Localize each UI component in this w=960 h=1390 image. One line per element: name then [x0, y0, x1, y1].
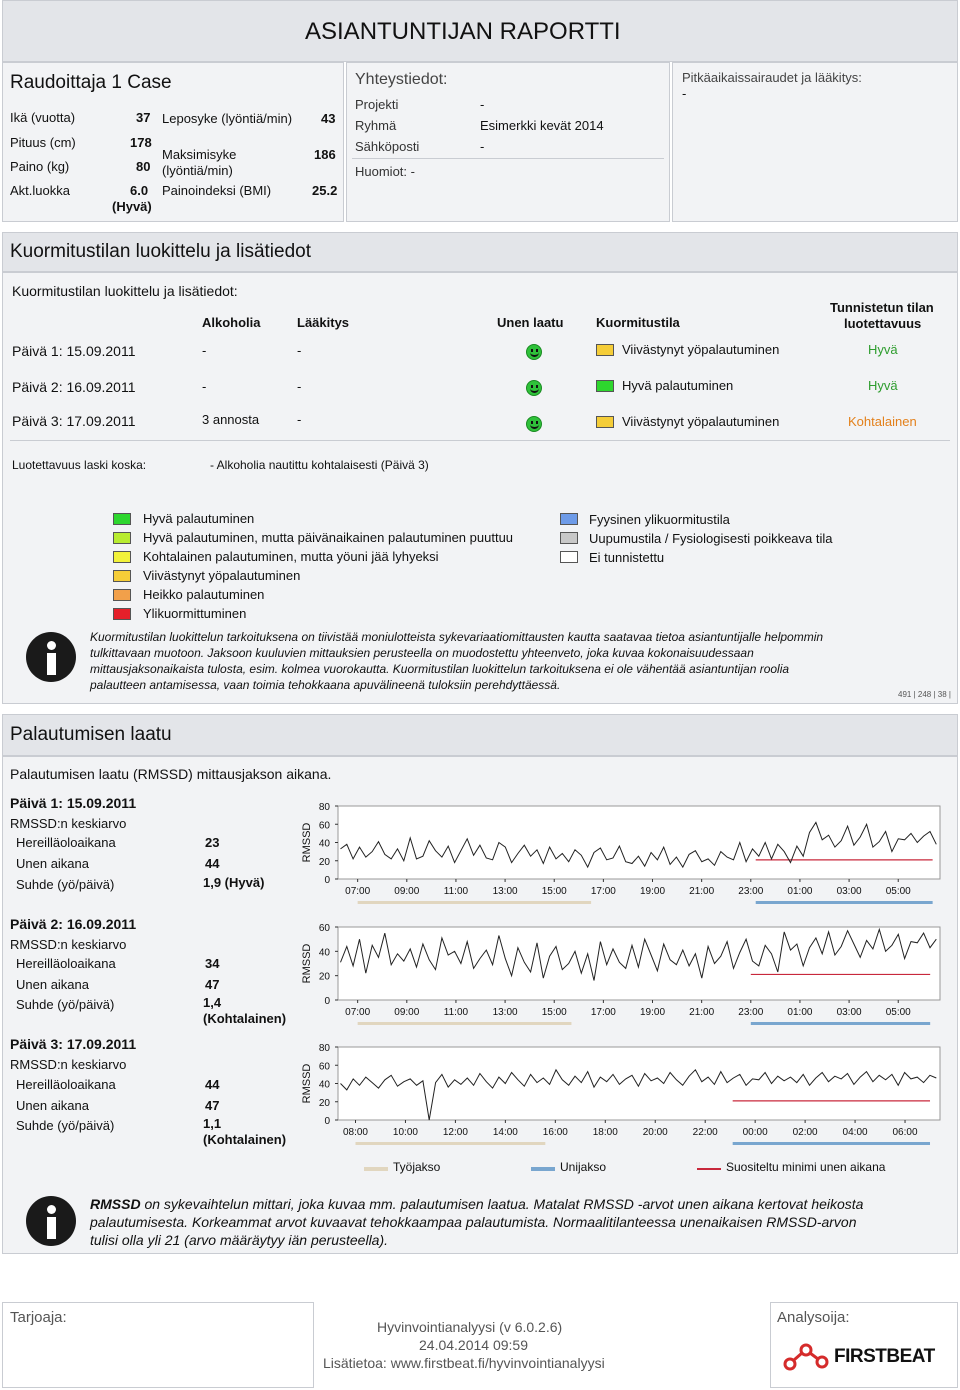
legend-sleep-label: Unijakso	[560, 1160, 607, 1174]
legend-work-label: Työjakso	[393, 1160, 441, 1174]
col-reliability: Tunnistetun tilan	[830, 300, 934, 315]
legend-label-moderate: Kohtalainen palautuminen, mutta yöuni jää lyhyeksi	[143, 549, 439, 564]
x-tick-label: 21:00	[689, 1007, 715, 1018]
x-tick-label: 01:00	[787, 1007, 813, 1018]
y-tick-label: 20	[318, 971, 330, 983]
rmssd-chart-day-3	[290, 1037, 950, 1153]
day-1-sleep-value: 44	[205, 856, 220, 871]
activity-rating: (Hyvä)	[112, 199, 152, 214]
stress-row-1-state: Viivästynyt yöpalautuminen	[622, 342, 780, 357]
smiley-good-icon	[526, 344, 542, 360]
x-tick-label: 19:00	[639, 886, 666, 897]
x-tick-label: 05:00	[885, 886, 911, 897]
y-tick-label: 60	[318, 923, 330, 934]
rmssd-note-line-1	[90, 1196, 863, 1212]
legend-swatch-weak	[113, 589, 131, 601]
x-tick-label: 22:00	[692, 1127, 718, 1138]
sleep-period-bar	[751, 1022, 930, 1025]
chronic-value: -	[682, 86, 687, 101]
x-tick-label: 11:00	[443, 886, 469, 897]
legend-swatch-good	[113, 513, 131, 525]
stress-row-3-reliability: Kohtalainen	[848, 414, 917, 429]
notes-text: Huomiot: -	[355, 164, 415, 179]
x-tick-label: 17:00	[590, 886, 616, 897]
day-2-ratio-rating: (Kohtalainen)	[203, 1011, 287, 1026]
x-tick-label: 01:00	[787, 886, 813, 897]
legend-work-line	[364, 1167, 388, 1171]
rest-hr-label: Leposyke (lyöntiä/min)	[162, 111, 293, 126]
x-tick-label: 16:00	[542, 1127, 568, 1138]
x-tick-label: 06:00	[892, 1127, 918, 1138]
day-2-title: Päivä 2: 16.09.2011	[10, 916, 137, 932]
stress-row-3-alcohol: 3 annosta	[202, 412, 260, 427]
email-label: Sähköposti	[355, 139, 420, 154]
day-1-rmssd-label: RMSSD:n keskiarvo	[10, 816, 127, 831]
project-value: -	[480, 97, 485, 112]
info-text-line-2: tulkittavaan muotoon. Jaksoon kuuluvien mittauksien perusteella on muodostettu yhteenveto, joka kuvaa kokonaisuudessaan	[90, 646, 754, 660]
x-tick-label: 10:00	[392, 1127, 418, 1138]
legend-label-overload: Ylikuormittuminen	[143, 606, 247, 621]
x-tick-label: 19:00	[639, 1007, 666, 1018]
firstbeat-logo-icon	[782, 1338, 830, 1374]
legend-sleep-line	[531, 1167, 555, 1171]
reduced-reason: - Alkoholia nautittu kohtalaisesti (Päivä 3)	[210, 458, 429, 472]
stress-section-title: Kuormitustilan luokittelu ja lisätiedot	[10, 241, 311, 262]
x-tick-label: 09:00	[394, 1007, 420, 1018]
stress-row-1-alcohol: -	[202, 343, 207, 358]
y-tick-label: 0	[324, 875, 330, 886]
x-tick-label: 05:00	[885, 1007, 911, 1018]
smiley-good-icon	[526, 380, 542, 396]
activity-label: Akt.luokka	[10, 183, 70, 198]
day-1-awake-value: 23	[205, 835, 220, 850]
max-hr-value: 186	[314, 147, 336, 162]
legend-min-line	[697, 1168, 721, 1170]
col-state: Kuormitustila	[596, 315, 680, 330]
firstbeat-wordmark: FIRSTBEAT	[834, 1346, 935, 1367]
x-tick-label: 17:00	[590, 1007, 616, 1018]
age-value: 37	[136, 110, 151, 125]
reduced-label: Luotettavuus laski koska:	[12, 458, 147, 472]
activity-value: 6.0	[130, 183, 149, 198]
rmssd-chart-day-2	[290, 917, 950, 1033]
rest-hr-value: 43	[321, 111, 336, 126]
stress-row-2-reliability: Hyvä	[868, 378, 898, 393]
x-tick-label: 09:00	[394, 886, 420, 897]
day-3-sleep-value: 47	[205, 1098, 220, 1113]
info-icon	[26, 1196, 76, 1246]
day-1-awake-label: Hereilläoloaikana	[16, 835, 116, 850]
legend-label-weak: Heikko palautuminen	[143, 587, 265, 602]
legend-label-unidentified: Ei tunnistettu	[589, 550, 665, 565]
stress-row-2-alcohol: -	[202, 379, 207, 394]
y-tick-label: 20	[318, 1097, 330, 1109]
product-version: Hyvinvointianalyysi (v 6.0.2.6)	[377, 1319, 563, 1335]
legend-swatch-exhaustion	[560, 532, 578, 544]
stress-row-2-medication: -	[297, 379, 302, 394]
legend-swatch-good-nodaytime	[113, 532, 131, 544]
stress-row-1-day: Päivä 1: 15.09.2011	[12, 343, 136, 359]
day-1-ratio-label: Suhde (yö/päivä)	[16, 877, 115, 892]
report-code: 491 | 248 | 38 |	[898, 690, 951, 699]
offerer-label: Tarjoaja:	[10, 1309, 67, 1326]
work-period-bar	[358, 901, 591, 904]
info-text-line-4: palautteen antamisessa, vaan toimia tehokkaana apuvälineenä tuloksiin perehdyttäessä.	[90, 678, 561, 692]
age-label: Ikä (vuotta)	[10, 110, 76, 125]
contact-title: Yhteystiedot:	[355, 71, 448, 88]
analyzer-label: Analysoija:	[777, 1309, 850, 1326]
day-3-ratio-label: Suhde (yö/päivä)	[16, 1118, 115, 1133]
stress-row-3-medication: -	[297, 412, 302, 427]
y-axis-label: RMSSD	[301, 1063, 313, 1104]
day-1-sleep-label: Unen aikana	[16, 856, 89, 871]
work-period-bar	[358, 1022, 572, 1025]
recovery-section-title: Palautumisen laatu	[10, 724, 172, 745]
legend-label-good-nodaytime: Hyvä palautuminen, mutta päivänaikainen palautuminen puuttuu	[143, 530, 514, 545]
legend-swatch-physical	[560, 513, 578, 525]
bmi-value: 25.2	[312, 183, 338, 198]
day-2-rmssd-label: RMSSD:n keskiarvo	[10, 937, 127, 952]
y-tick-label: 0	[324, 996, 330, 1007]
y-tick-label: 0	[324, 1116, 330, 1127]
stress-row-3-swatch	[596, 416, 614, 428]
y-axis-label: RMSSD	[301, 943, 313, 984]
y-tick-label: 40	[318, 838, 330, 850]
group-label: Ryhmä	[355, 118, 397, 133]
day-1-title: Päivä 1: 15.09.2011	[10, 795, 137, 811]
x-tick-label: 13:00	[492, 1007, 518, 1018]
y-tick-label: 60	[318, 1061, 330, 1073]
y-axis-label: RMSSD	[301, 822, 313, 863]
day-2-awake-value: 34	[205, 956, 220, 971]
x-tick-label: 23:00	[738, 886, 764, 897]
stress-row-3-day: Päivä 3: 17.09.2011	[12, 413, 136, 429]
x-tick-label: 18:00	[592, 1127, 618, 1138]
day-3-ratio-value: 1,1	[203, 1116, 222, 1131]
max-hr-label-unit: (lyöntiä/min)	[162, 163, 233, 178]
day-2-ratio-value: 1,4	[203, 995, 222, 1010]
contact-divider	[352, 158, 664, 159]
x-tick-label: 07:00	[345, 886, 371, 897]
rmssd-note-bold: RMSSD	[90, 1196, 141, 1212]
col-sleep: Unen laatu	[497, 315, 564, 330]
stress-row-3-state: Viivästynyt yöpalautuminen	[622, 414, 780, 429]
x-tick-label: 03:00	[836, 1007, 862, 1018]
rmssd-note-line-1-text: on sykevaihtelun mittari, joka kuvaa mm. palautumisen laatua. Matalat RMSSD -arvot unen aikana kertovat heikosta	[140, 1196, 864, 1212]
x-tick-label: 21:00	[689, 886, 715, 897]
chronic-title: Pitkäaikaissairaudet ja lääkitys:	[682, 70, 862, 85]
x-tick-label: 08:00	[342, 1127, 369, 1138]
y-tick-label: 80	[318, 802, 330, 813]
work-period-bar	[355, 1142, 545, 1145]
info-link[interactable]: Lisätietoa: www.firstbeat.fi/hyvinvointianalyysi	[323, 1355, 605, 1371]
group-value: Esimerkki kevät 2014	[480, 118, 604, 133]
col-reliability-2: luotettavuus	[844, 316, 922, 331]
day-2-awake-label: Hereilläoloaikana	[16, 956, 116, 971]
report-title: ASIANTUNTIJAN RAPORTTI	[305, 18, 621, 45]
day-2-ratio-label: Suhde (yö/päivä)	[16, 997, 115, 1012]
email-value: -	[480, 139, 485, 154]
stress-row-2-day: Päivä 2: 16.09.2011	[12, 379, 136, 395]
day-3-awake-label: Hereilläoloaikana	[16, 1077, 116, 1092]
stress-row-1-swatch	[596, 344, 614, 356]
rmssd-chart-day-1	[290, 796, 950, 912]
legend-swatch-moderate	[113, 551, 131, 563]
report-date: 24.04.2014 09:59	[419, 1337, 528, 1353]
legend-swatch-overload	[113, 608, 131, 620]
height-label: Pituus (cm)	[10, 135, 76, 150]
height-value: 178	[130, 135, 152, 150]
legend-label-good: Hyvä palautuminen	[143, 511, 255, 526]
x-tick-label: 02:00	[792, 1127, 818, 1138]
legend-label-physical: Fyysinen ylikuormitustila	[589, 512, 730, 527]
day-3-title: Päivä 3: 17.09.2011	[10, 1036, 137, 1052]
legend-label-delayed: Viivästynyt yöpalautuminen	[143, 568, 301, 583]
day-1-ratio-value: 1,9 (Hyvä)	[203, 875, 265, 890]
x-tick-label: 07:00	[345, 1007, 371, 1018]
sleep-period-bar	[756, 901, 933, 904]
y-tick-label: 40	[318, 947, 330, 959]
y-tick-label: 40	[318, 1079, 330, 1091]
x-tick-label: 14:00	[492, 1127, 518, 1138]
x-tick-label: 20:00	[642, 1127, 668, 1138]
day-3-awake-value: 44	[205, 1077, 220, 1092]
y-tick-label: 20	[318, 856, 330, 868]
chronic-panel	[672, 62, 958, 222]
col-alcohol: Alkoholia	[202, 315, 261, 330]
x-tick-label: 23:00	[738, 1007, 764, 1018]
day-3-ratio-rating: (Kohtalainen)	[203, 1132, 287, 1147]
project-label: Projekti	[355, 97, 399, 112]
smiley-good-icon	[526, 416, 542, 432]
legend-swatch-unidentified	[560, 551, 578, 563]
day-2-sleep-label: Unen aikana	[16, 977, 89, 992]
max-hr-label: Maksimisyke	[162, 147, 237, 162]
stress-row-2-state: Hyvä palautuminen	[622, 378, 734, 393]
legend-min-label: Suositeltu minimi unen aikana	[726, 1160, 886, 1174]
info-text-line-1: Kuormitustilan luokittelun tarkoituksena on tiivistää moniulotteista sykevariaatiomittausten kautta saatavaa tietoa asiantuntijalle helpommin	[90, 630, 824, 644]
weight-label: Paino (kg)	[10, 159, 70, 174]
plot-area	[338, 1047, 940, 1120]
recovery-subtitle: Palautumisen laatu (RMSSD) mittausjakson aikana.	[10, 766, 332, 782]
info-icon	[26, 632, 76, 682]
y-tick-label: 80	[318, 1043, 330, 1054]
day-3-sleep-label: Unen aikana	[16, 1098, 89, 1113]
y-tick-label: 60	[318, 820, 330, 832]
sleep-period-bar	[733, 1142, 930, 1145]
stress-divider	[10, 440, 950, 441]
bmi-label: Painoindeksi (BMI)	[162, 183, 272, 198]
weight-value: 80	[136, 159, 151, 174]
stress-row-1-reliability: Hyvä	[868, 342, 898, 357]
stress-subtitle: Kuormitustilan luokittelu ja lisätiedot:	[12, 283, 238, 299]
info-text-line-3: mittausjaksonaikaista tulosta, esim. kolmea vuorokautta. Kuormitustilan luokittelun tarkoituksena ei ole vähentää asiantuntijan roolia	[90, 662, 790, 676]
x-tick-label: 12:00	[442, 1127, 468, 1138]
col-medication: Lääkitys	[297, 315, 350, 330]
x-tick-label: 13:00	[492, 886, 518, 897]
rmssd-note-line-3: tulisi olla yli 21 (arvo määräytyy iän perusteella).	[90, 1232, 389, 1248]
x-tick-label: 00:00	[742, 1127, 768, 1138]
stress-row-2-swatch	[596, 380, 614, 392]
x-tick-label: 15:00	[541, 1007, 567, 1018]
legend-swatch-delayed	[113, 570, 131, 582]
x-tick-label: 11:00	[443, 1007, 469, 1018]
x-tick-label: 15:00	[541, 886, 567, 897]
day-3-rmssd-label: RMSSD:n keskiarvo	[10, 1057, 127, 1072]
stress-row-1-medication: -	[297, 343, 302, 358]
rmssd-note-line-2: palautumisesta. Korkeammat arvot kuvaavat tehokkaampaa palautumista. Normaalitilanteessa unenaikaisen RMSSD-arvon	[90, 1214, 857, 1230]
day-2-sleep-value: 47	[205, 977, 220, 992]
legend-label-exhaustion: Uupumustila / Fysiologisesti poikkeava tila	[589, 531, 833, 546]
x-tick-label: 04:00	[842, 1127, 868, 1138]
person-title: Raudoittaja 1 Case	[10, 72, 172, 93]
x-tick-label: 03:00	[836, 886, 862, 897]
